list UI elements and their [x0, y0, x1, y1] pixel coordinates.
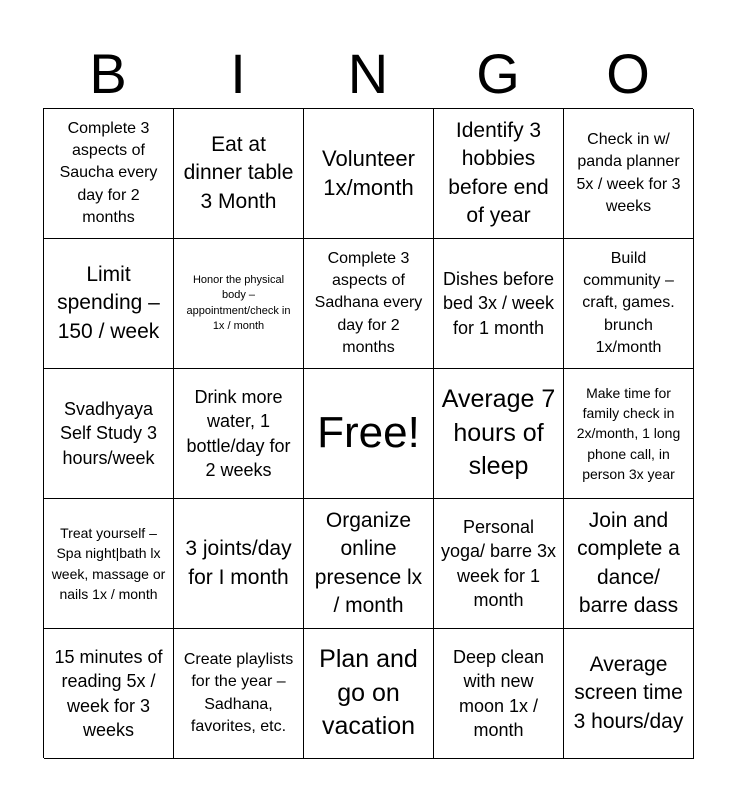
cell-text: Honor the physical body – appointment/check in 1x / month	[186, 273, 291, 332]
bingo-cell[interactable]	[304, 629, 434, 759]
bingo-cell[interactable]	[44, 369, 174, 499]
header-letter-n: N	[347, 42, 389, 105]
cell-text: 15 minutes of reading 5x / week for 3 weeks	[54, 646, 163, 740]
bingo-cell[interactable]	[304, 499, 434, 629]
bingo-cell[interactable]	[174, 369, 304, 499]
bingo-cell-free[interactable]	[304, 369, 434, 499]
cell-text: Volunteer 1x/month	[322, 145, 415, 200]
header-letter-o: O	[606, 42, 650, 105]
bingo-cell[interactable]	[434, 239, 564, 369]
bingo-cell[interactable]	[174, 109, 304, 239]
cell-text: Average 7 hours of sleep	[441, 384, 556, 481]
bingo-cell[interactable]	[564, 109, 694, 239]
cell-text: Plan and go on vacation	[319, 644, 418, 741]
bingo-cell[interactable]	[174, 239, 304, 369]
bingo-cell[interactable]	[564, 499, 694, 629]
cell-text: Limit spending – 150 / week	[57, 262, 160, 343]
cell-text: Deep clean with new moon 1x / month	[452, 646, 545, 740]
cell-text: Make time for family check in 2x/month, 1 long phone call, in person 3x year	[576, 384, 681, 482]
cell-text: 3 joints/day for I month	[185, 537, 292, 589]
bingo-cell[interactable]	[304, 109, 434, 239]
bingo-cell[interactable]	[564, 239, 694, 369]
bingo-header	[43, 40, 693, 108]
cell-text: Drink more water, 1 bottle/day for 2 weeks	[186, 386, 291, 480]
bingo-grid	[43, 108, 693, 758]
cell-text: Complete 3 aspects of Sadhana every day for 2 months	[314, 249, 423, 357]
bingo-cell[interactable]	[44, 109, 174, 239]
cell-text: Build community – craft, games. brunch 1x/month	[582, 249, 675, 357]
cell-text: Join and complete a dance/ barre dass	[577, 508, 680, 617]
cell-text: Svadhyaya Self Study 3 hours/week	[59, 399, 158, 468]
cell-text: Identify 3 hobbies before end of year	[448, 118, 549, 227]
bingo-cell[interactable]	[44, 499, 174, 629]
bingo-cell[interactable]	[564, 629, 694, 759]
bingo-cell[interactable]	[434, 369, 564, 499]
header-letter-g: G	[476, 42, 520, 105]
cell-text: Check in w/ panda planner 5x / week for 3 weeks	[576, 130, 681, 215]
cell-text: Personal yoga/ barre 3x week for 1 month	[440, 516, 557, 610]
cell-text: Create playlists for the year – Sadhana, favorites, etc.	[183, 650, 294, 735]
bingo-cell[interactable]	[44, 239, 174, 369]
cell-text: Average screen time 3 hours/day	[573, 652, 684, 733]
cell-text: Treat yourself – Spa night|bath lx week, massage or nails 1x / month	[51, 524, 166, 602]
bingo-cell[interactable]	[434, 629, 564, 759]
cell-text: Eat at dinner table 3 Month	[183, 132, 294, 213]
cell-text: Complete 3 aspects of Saucha every day for 2 months	[59, 119, 158, 227]
bingo-cell[interactable]	[304, 239, 434, 369]
cell-text: Free!	[317, 408, 420, 458]
bingo-cell[interactable]	[174, 499, 304, 629]
bingo-cell[interactable]	[564, 369, 694, 499]
header-letter-b: B	[89, 42, 127, 105]
cell-text: Organize online presence lx / month	[314, 508, 423, 617]
cell-text: Dishes before bed 3x / week for 1 month	[442, 269, 555, 338]
bingo-cell[interactable]	[44, 629, 174, 759]
header-letter-i: I	[230, 42, 246, 105]
bingo-cell[interactable]	[434, 499, 564, 629]
bingo-cell[interactable]	[434, 109, 564, 239]
bingo-cell[interactable]	[174, 629, 304, 759]
